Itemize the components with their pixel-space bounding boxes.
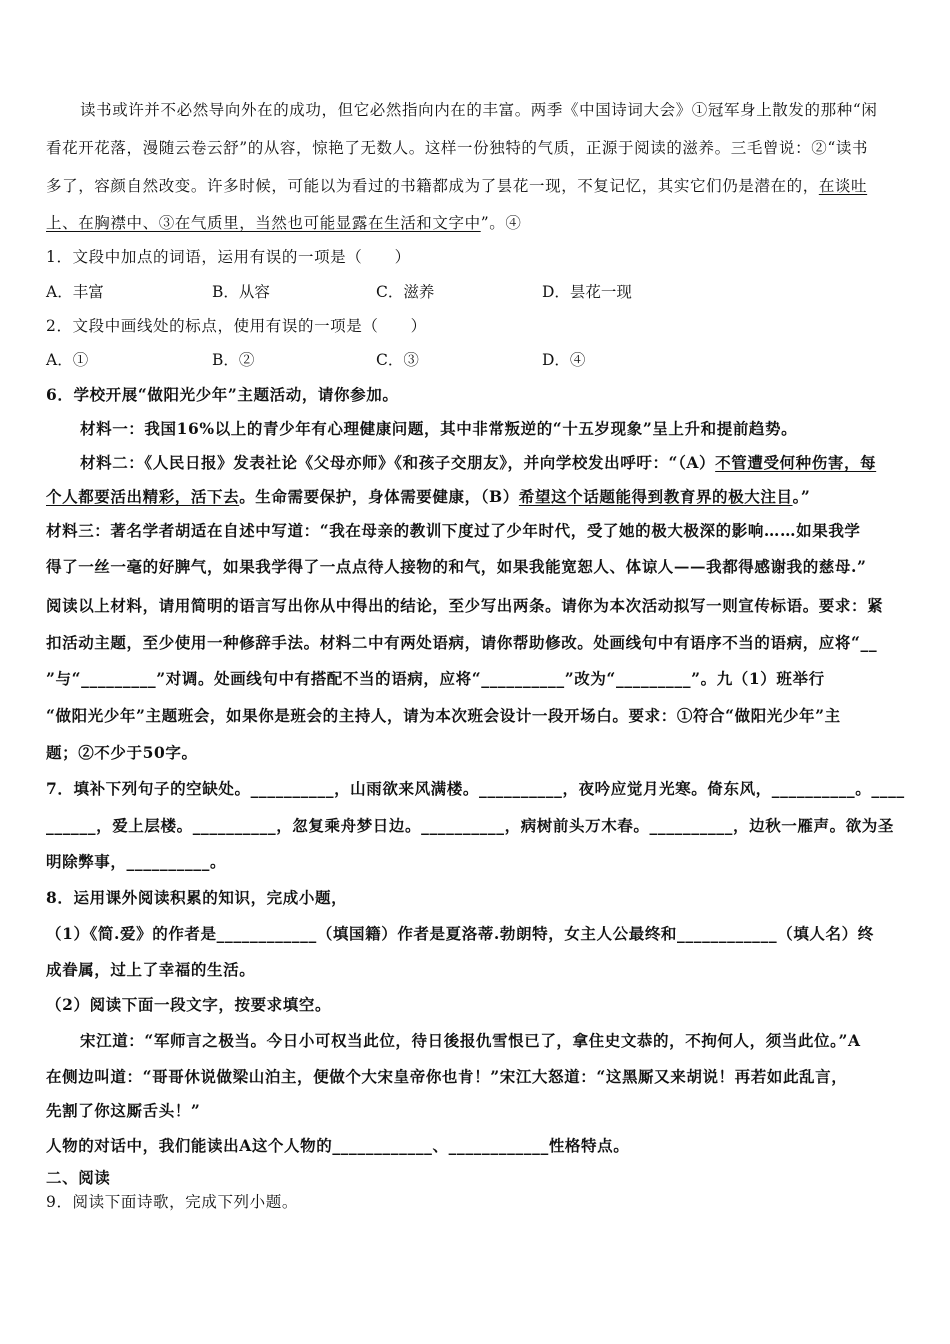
task-text: “做阳光少年”主题班会，如果你是班会的主持人，请为本次班会设计一段开场白。要求：①符合“做阳光少年”主 bbox=[46, 706, 841, 725]
material-2-text: 。” bbox=[792, 487, 811, 506]
material-2-text: 材料二：《人民日报》发表社论《父母亦师》《和孩子交朋友》，并向学校发出呼吁：“（A） bbox=[80, 453, 716, 472]
material-1: 材料一：我国16%以上的青少年有心理健康问题，其中非常叛逆的“十五岁现象”呈上升和提前趋势。 bbox=[80, 419, 798, 438]
q2-option-d: D．④ bbox=[542, 351, 586, 369]
task-text: 阅读以上材料，请用简明的语言写出你从中得出的结论，至少写出两条。请你为本次活动拟写一则宣传标语。要求：紧 bbox=[46, 596, 884, 615]
q8-answer-line: 人物的对话中，我们能读出A这个人物的____________、____________性格特点。 bbox=[46, 1136, 630, 1155]
passage-line bbox=[46, 213, 521, 233]
q1-option-a: A．丰富 bbox=[46, 283, 104, 301]
question-6-stem: 6．学校开展“做阳光少年”主题活动，请你参加。 bbox=[46, 385, 399, 404]
task-text: ”与“_________”对调。处画线句中有搭配不当的语病，应将“__________”改为“_________”。九（1）班举行 bbox=[46, 669, 825, 688]
question-2-stem: 2．文段中画线处的标点，使用有误的一项是（ ） bbox=[46, 317, 427, 335]
q1-option-c: C．滋养 bbox=[376, 283, 435, 301]
material-3: 材料三：著名学者胡适在自述中写道：“我在母亲的教训下度过了少年时代，受了她的极大极深的影响……如果我学 bbox=[46, 521, 861, 540]
quote-text: 在侧边叫道：“哥哥休说做梁山泊主，便做个大宋皇帝你也肯！”宋江大怒道：“这黑厮又来胡说！再若如此乱言， bbox=[46, 1067, 848, 1086]
passage-line bbox=[46, 176, 867, 196]
q8-part-1: （1）《简.爱》的作者是____________（填国籍）作者是夏洛蒂.勃朗特，女主人公最终和____________（填人名）终 bbox=[46, 924, 874, 943]
question-7-cont: ______，爱上层楼。__________，忽复乘舟梦日边。__________，病树前头万木春。__________，边秋一雁声。欲为圣 bbox=[46, 816, 895, 835]
q8-part-2: （2）阅读下面一段文字，按要求填空。 bbox=[46, 995, 332, 1014]
underlined-text: 不管遭受何种伤害，每 bbox=[715, 453, 877, 472]
task-text: 题；②不少于50字。 bbox=[46, 743, 198, 762]
material-2-cont bbox=[46, 487, 810, 507]
q2-option-c: C．③ bbox=[376, 351, 419, 369]
question-7: 7．填补下列句子的空缺处。__________，山雨欲来风满楼。__________，夜吟应觉月光寒。倚东风，__________。____ bbox=[46, 779, 905, 798]
question-7-cont: 明除弊事，__________。 bbox=[46, 852, 227, 871]
q2-option-b: B．② bbox=[212, 351, 255, 369]
q2-option-a: A．① bbox=[46, 351, 89, 369]
material-3-cont: 得了一丝一毫的好脾气，如果我学得了一点点待人接物的和气，如果我能宽恕人、体谅人——我都得感谢我的慈母.” bbox=[46, 557, 867, 576]
passage-line: 看花开花落，漫随云卷云舒”的从容，惊艳了无数人。这样一份独特的气质，正源于阅读的滋养。三毛曾说：②“读书 bbox=[46, 139, 869, 157]
q1-option-d: D．昙花一现 bbox=[542, 283, 632, 301]
underlined-text: 个人都要活出精彩，活下去 bbox=[46, 487, 240, 506]
passage-text: ”。④ bbox=[480, 214, 522, 232]
question-1-stem: 1．文段中加点的词语，运用有误的一项是（ ） bbox=[46, 248, 411, 266]
underlined-text: 希望这个话题能得到教育界的极大注目 bbox=[518, 487, 793, 506]
question-8-stem: 8．运用课外阅读积累的知识，完成小题， bbox=[46, 888, 348, 907]
material-2-text: 。生命需要保护，身体需要健康，（B） bbox=[239, 487, 519, 506]
quote-text: 先割了你这厮舌头！” bbox=[46, 1101, 201, 1120]
underlined-text: 上、在胸襟中、③在气质里，当然也可能显露在生活和文字中 bbox=[46, 214, 481, 232]
passage-text: 多了，容颜自然改变。许多时候，可能以为看过的书籍都成为了昙花一现，不复记忆，其实它们仍是潜在的， bbox=[46, 177, 819, 195]
passage-line: 读书或许并不必然导向外在的成功，但它必然指向内在的丰富。两季《中国诗词大会》①冠军身上散发的那种“闲 bbox=[80, 101, 878, 119]
underlined-text: 在谈吐 bbox=[818, 177, 868, 195]
task-text: 扣活动主题，至少使用一种修辞手法。材料二中有两处语病，请你帮助修改。处画线句中有语序不当的语病，应将“__ bbox=[46, 633, 878, 652]
material-2 bbox=[80, 453, 876, 473]
q8-part-1-cont: 成眷属，过上了幸福的生活。 bbox=[46, 960, 256, 979]
q1-option-b: B．从容 bbox=[212, 283, 270, 301]
quote-text: 宋江道：“军师言之极当。今日小可权当此位，待日後报仇雪恨已了，拿住史文恭的，不拘何人，须当此位。”A bbox=[80, 1031, 861, 1050]
section-heading: 二、阅读 bbox=[46, 1168, 111, 1187]
question-9-stem: 9．阅读下面诗歌，完成下列小题。 bbox=[46, 1193, 298, 1211]
